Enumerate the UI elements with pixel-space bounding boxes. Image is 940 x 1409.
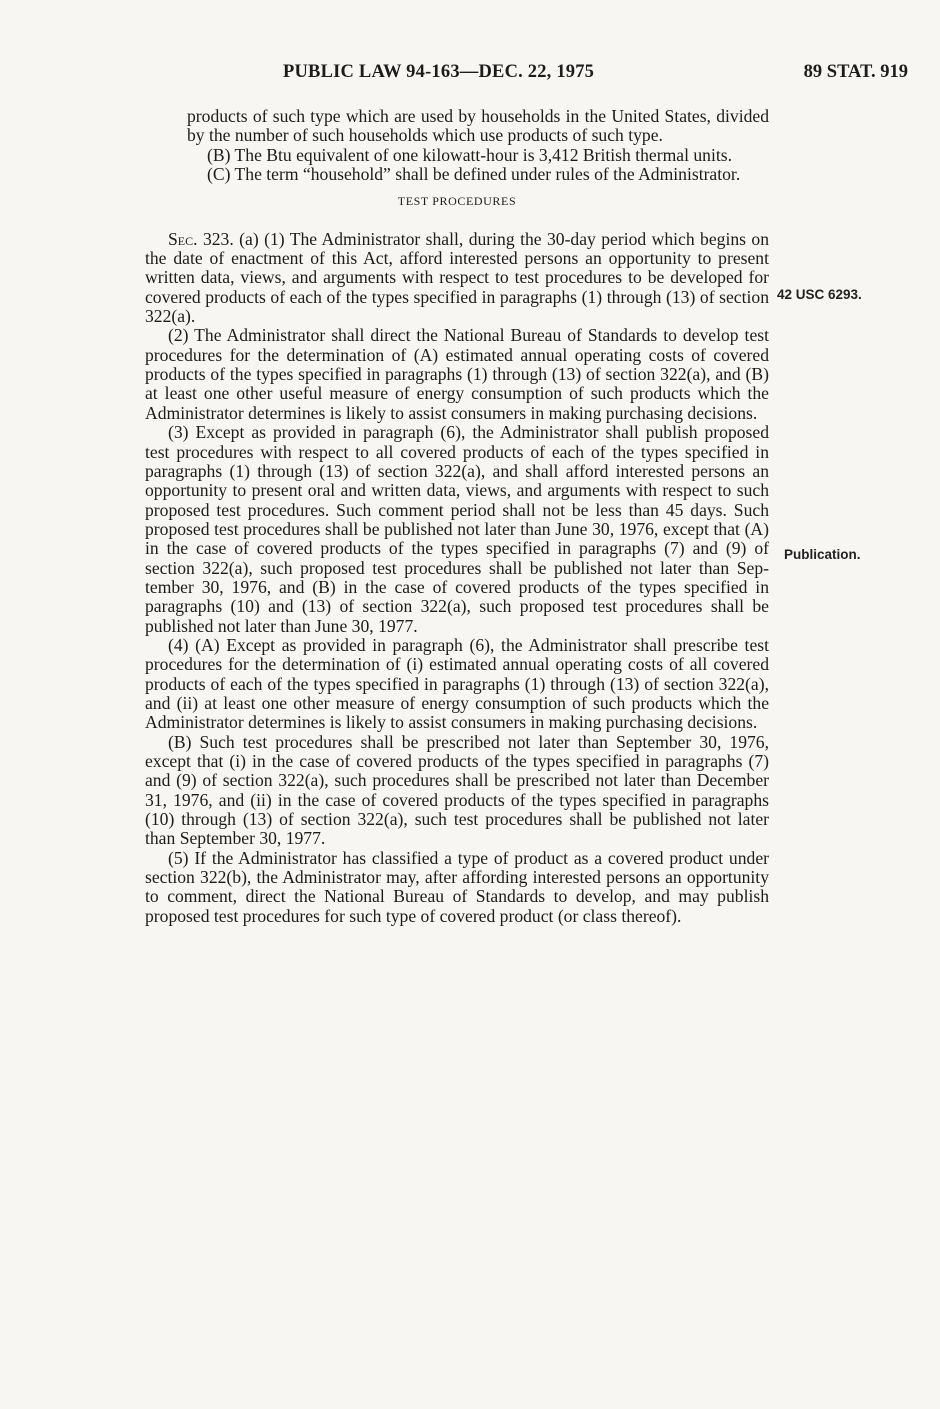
paragraph-a-4-A: (4) (A) Except as provided in paragraph (6), the Administrator shall prescribe test procedures for the determination of (i) estimated annual operating costs of all covered products of each of the types specified in paragraphs (1) through (13) of section 322(a), and (ii) at least one other measure of energy consumption of such products which the Administrator determines is likely to assist consumers in making purchasing decisions.: [145, 634, 769, 733]
margin-note-usc: 42 USC 6293.: [777, 287, 862, 302]
running-head: [0, 62, 940, 86]
margin-note-publication: Publication.: [784, 547, 861, 562]
paragraph-household: (C) The term “household” shall be defined under rules of the Administrator.: [207, 164, 741, 185]
paragraph-sec-323-a-1: [145, 230, 769, 327]
section-label: Sec.: [168, 228, 198, 249]
statute-page-number: 89 STAT. 919: [803, 62, 908, 82]
paragraph-a-2: (2) The Administrator shall direct the National Bureau of Standards to develop test procedures for the determination of (A) estimated annual operating costs of covered products of the types specified in paragraphs (1) through (13) of section 322(a), and (B) at least one other useful measure of energy consumption of such products which the Administrator determines is likely to assist consumers in making purchasing decisions.: [145, 325, 769, 423]
paragraph-a-3: (3) Except as provided in paragraph (6), the Administrator shall publish proposed test procedures with respect to all covered products of each of the types specified in paragraphs (1) through (13) of section 322(a), and shall afford interested persons an opportunity to present oral and written data, views, and arguments with respect to such proposed test procedures. Such comment period shall not be less than 45 days. Such proposed test procedures shall be published not later than June 30, 1976, except that (A) in the case of covered products of the types specified in paragraphs (7) and (9) of section 322(a), such proposed test procedures shall be published not later than September 30, 1976, and (B) in the case of covered products of the types specified in paragraphs (10) and (13) of section 322(a), such proposed test procedures shall be published not later than June 30, 1977.: [145, 422, 769, 636]
paragraph-btu: (B) The Btu equivalent of one kilowatt-hour is 3,412 British thermal units.: [207, 144, 732, 165]
document-body: [145, 107, 769, 926]
paragraph-sec-323-a-1-text: 323. (a) (1) The Administrator shall, during the 30-day period which begins on the date of enactment of this Act, afford interested persons an opportunity to present written data, views, and arguments with respect to test procedures to be developed for covered products of each of the types specified in paragraphs (1) through (13) of section 322(a).: [145, 228, 769, 327]
section-heading: TEST PROCEDURES: [397, 194, 517, 209]
page-title: PUBLIC LAW 94-163—DEC. 22, 1975: [283, 62, 595, 82]
paragraph-a-5: (5) If the Administrator has classified a type of product as a covered product under section 322(b), the Administrator may, after affording interested persons an opportunity to comment, direct the National Bureau of Standards to develop, and may publish proposed test procedures for such type of covered product (or class thereof).: [145, 847, 769, 926]
paragraph-a-4-B: (B) Such test procedures shall be prescribed not later than September 30, 1976, except that (i) in the case of covered products of the types specified in paragraphs (7) and (9) of section 322(a), such procedures shall be prescribed not later than December 31, 1976, and (ii) in the case of covered products of the types specified in paragraphs (10) through (13) of section 322(a), such test procedures shall be published not later than September 30, 1977.: [145, 731, 769, 849]
paragraph-continuation: products of such type which are used by households in the United States, divided by the number of such households which use products of such type.: [187, 106, 769, 146]
